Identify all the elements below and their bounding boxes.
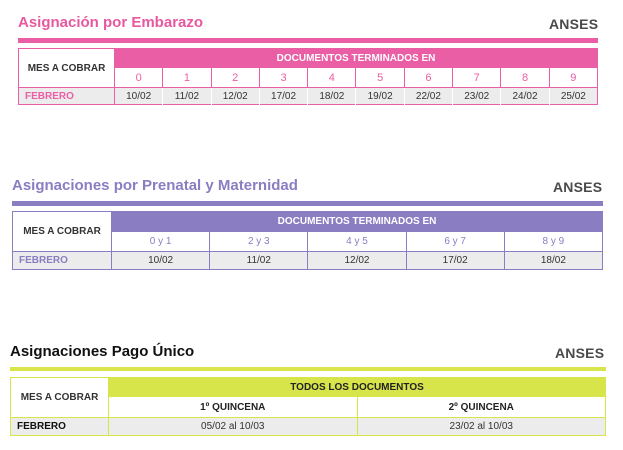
schedule-table (12, 211, 603, 270)
table-header: TODOS LOS DOCUMENTOS (109, 378, 606, 397)
date-cell: 10/02 (115, 88, 163, 105)
table-header: DOCUMENTOS TERMINADOS EN (112, 212, 603, 232)
table-row (19, 88, 598, 105)
date-cell: 23/02 (453, 88, 501, 105)
date-cell: 23/02 al 10/03 (357, 418, 606, 436)
column-header: 0 (115, 68, 163, 88)
column-header: 8 (501, 68, 549, 88)
table-row (13, 252, 603, 270)
schedule-table (18, 48, 598, 105)
column-header: 6 (404, 68, 452, 88)
mes-a-cobrar-label: MES A COBRAR (11, 378, 109, 418)
column-header: 7 (453, 68, 501, 88)
column-header: 2 (211, 68, 259, 88)
column-header: 6 y 7 (406, 232, 504, 252)
section-title: Asignaciones por Prenatal y Maternidad (12, 177, 298, 194)
column-header: 0 y 1 (112, 232, 210, 252)
column-header: 3 (259, 68, 307, 88)
mes-a-cobrar-label: MES A COBRAR (19, 49, 115, 88)
column-header: 2º QUINCENA (357, 397, 606, 418)
anses-logo: ANSES (555, 345, 605, 361)
date-cell: 25/02 (549, 88, 597, 105)
column-header: 8 y 9 (504, 232, 602, 252)
accent-bar (10, 367, 606, 371)
date-cell: 18/02 (308, 88, 356, 105)
date-cell: 11/02 (210, 252, 308, 270)
date-cell: 17/02 (406, 252, 504, 270)
section-title: Asignaciones Pago Único (10, 343, 195, 360)
date-cell: 10/02 (112, 252, 210, 270)
anses-logo: ANSES (553, 179, 603, 195)
accent-bar (12, 201, 603, 206)
date-cell: 19/02 (356, 88, 404, 105)
date-cell: 12/02 (211, 88, 259, 105)
table-header: DOCUMENTOS TERMINADOS EN (115, 49, 598, 68)
date-cell: 17/02 (259, 88, 307, 105)
date-cell: 05/02 al 10/03 (109, 418, 358, 436)
mes-a-cobrar-label: MES A COBRAR (13, 212, 112, 252)
table-row (11, 418, 606, 436)
section-title: Asignación por Embarazo (18, 14, 204, 31)
date-cell: 18/02 (504, 252, 602, 270)
row-label: FEBRERO (11, 418, 109, 436)
date-cell: 12/02 (308, 252, 406, 270)
column-header: 5 (356, 68, 404, 88)
column-header: 1º QUINCENA (109, 397, 358, 418)
column-header: 4 (308, 68, 356, 88)
accent-bar (18, 38, 598, 43)
column-header: 4 y 5 (308, 232, 406, 252)
date-cell: 22/02 (404, 88, 452, 105)
column-header: 2 y 3 (210, 232, 308, 252)
date-cell: 24/02 (501, 88, 549, 105)
schedule-table (10, 377, 606, 436)
row-label: FEBRERO (13, 252, 112, 270)
column-header: 9 (549, 68, 597, 88)
date-cell: 11/02 (163, 88, 211, 105)
column-header: 1 (163, 68, 211, 88)
anses-logo: ANSES (549, 16, 599, 32)
row-label: FEBRERO (19, 88, 115, 105)
